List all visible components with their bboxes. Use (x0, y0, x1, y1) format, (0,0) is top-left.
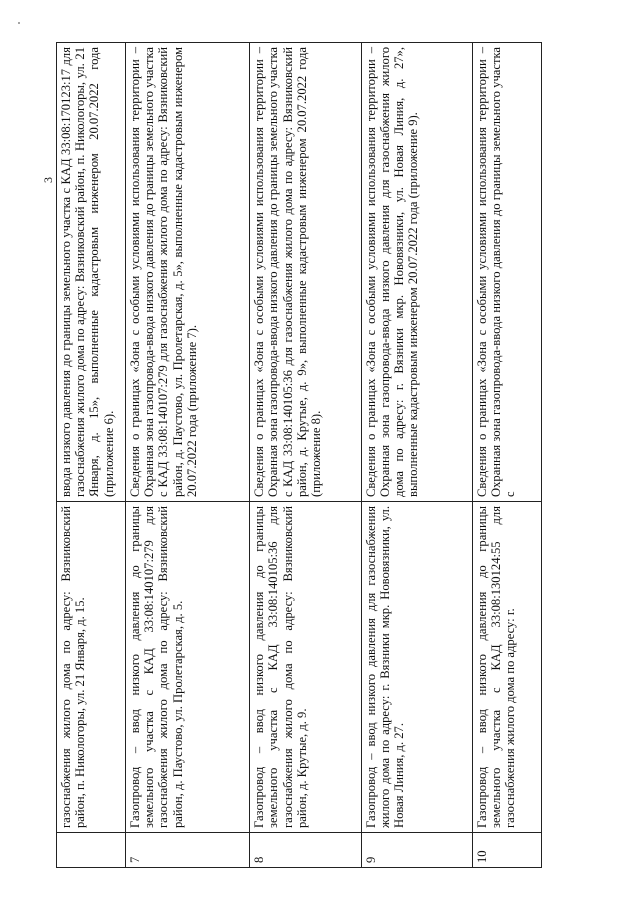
page-number: 3 (41, 177, 55, 183)
object-cell: Газопровод – ввод низкого давления для газоснабжения жилого дома по адресу: г. Вязники мкр. Нововязники, ул. Новая Линия, д. 27. (361, 502, 472, 833)
table-row (250, 43, 361, 868)
zones-table (56, 42, 542, 868)
row-number: 9 (361, 833, 472, 868)
object-cell: Газопровод – ввод низкого давления до границы земельного участка с КАД 33:08:130124:55 для газоснабжения жилого дома по адресу: г. (472, 502, 541, 833)
info-cell: Сведения о границах «Зона с особыми условиями использования территории – Охранная зона газопровода-ввода низкого давления до границы земельного участка с (472, 43, 541, 502)
row-number (57, 833, 126, 868)
info-cell: Сведения о границах «Зона с особыми условиями использования территории – Охранная зона газопровода-ввода низкого давления для газоснабжения жилого дома по адресу: г. Вязники мкр. Нововязники, ул. Новая Линия, д. 27», выполненные кадастровым инженером 20.07.2022 года (приложение 9). (361, 43, 472, 502)
object-cell: Газопровод – ввод низкого давления до границы земельного участка с КАД 33:08:140107:279 для газоснабжения жилого дома по адресу: Вязниковский район, д. Паустово, ул. Пролетарская, д. 5. (125, 502, 249, 833)
row-number: 10 (472, 833, 541, 868)
object-cell: Газопровод – ввод низкого давления до границы земельного участка с КАД 33:08:140105:36 для газоснабжения жилого дома по адресу: Вязниковский район, д. Крутые, д. 9. (250, 502, 361, 833)
table-row (361, 43, 472, 868)
table-row (472, 43, 541, 868)
row-number: 8 (250, 833, 361, 868)
info-cell: ввода низкого давления до границы земельного участка с КАД 33:08:170123:17 для газоснабжения жилого дома по адресу: Вязниковский район, п. Никологоры, ул. 21 Января, д. 15», выполненные кадастровым инженером 20.07.2022 года (приложение 6). (57, 43, 126, 502)
row-number: 7 (125, 833, 249, 868)
table-row (125, 43, 249, 868)
info-cell: Сведения о границах «Зона с особыми условиями использования территории – Охранная зона газопровода-ввода низкого давления до границы земельного участка с КАД 33:08:140107:279 для газоснабжения жилого дома по адресу: Вязниковский район, д. Паустово, ул. Пролетарская, д. 5», выполненные кадастровым инженером 20.07.2022 года (приложение 7). (125, 43, 249, 502)
object-cell: газоснабжения жилого дома по адресу: Вязниковский район, п. Никологоры, ул. 21 Января, д. 15. (57, 502, 126, 833)
info-cell: Сведения о границах «Зона с особыми условиями использования территории – Охранная зона газопровода-ввода низкого давления до границы земельного участка с КАД 33:08:140105:36 для газоснабжения жилого дома по адресу: Вязниковский район, д. Крутые, д. 9», выполненные кадастровым инженером 20.07.2022 года (приложение 8). (250, 43, 361, 502)
scan-speck (18, 22, 20, 24)
table-row (57, 43, 126, 868)
rotated-table-wrapper (56, 42, 542, 868)
